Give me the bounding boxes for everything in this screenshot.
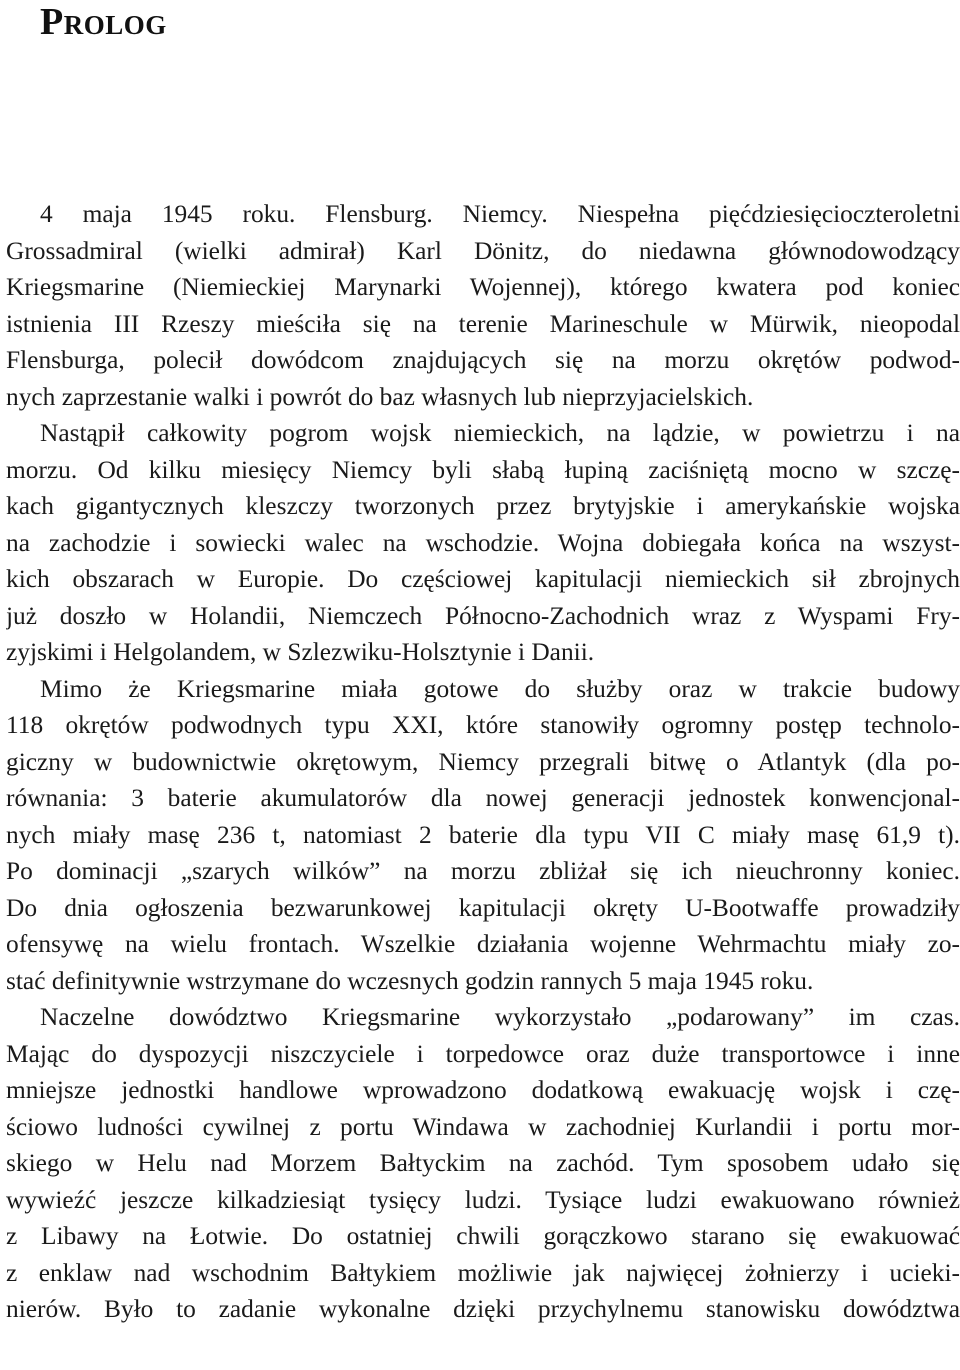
body-text xyxy=(6,196,960,1328)
text-line: 4 maja 1945 roku. Flensburg. Niemcy. Niespełna pięćdziesięcioczteroletni xyxy=(40,200,960,228)
text-line: Mimo że Kriegsmarine miała gotowe do służby oraz w trakcie budowy xyxy=(40,674,960,703)
text-line: na zachodzie i sowiecki walec na wschodzie. Wojna dobiegała końca na wszyst- xyxy=(6,528,960,557)
text-line: Nastąpił całkowity pogrom wojsk niemieckich, na lądzie, w powietrzu i na xyxy=(40,419,960,448)
text-line: skiego w Helu nad Morzem Bałtyckim na zachód. Tym sposobem udało się xyxy=(6,1149,960,1178)
paragraph-4 xyxy=(6,999,960,1328)
paragraph-1 xyxy=(6,196,960,415)
text-line: 118 okrętów podwodnych typu XXI, które stanowiły ogromny postęp technolo- xyxy=(6,711,960,740)
text-line: kich obszarach w Europie. Do częściowej kapitulacji niemieckich sił zbrojnych xyxy=(6,565,960,594)
text-line: kach gigantycznych kleszczy tworzonych przez brytyjskie i amerykańskie wojska xyxy=(6,492,960,521)
text-line: ofensywę na wielu frontach. Wszelkie działania wojenne Wehrmachtu miały zo- xyxy=(6,930,960,959)
text-line: z enklaw nad wschodnim Bałtykiem możliwie jak najwięcej żołnierzy i ucieki- xyxy=(6,1258,960,1287)
text-line: Grossadmiral (wielki admirał) Karl Dönitz, do niedawna głównodowodzący xyxy=(6,236,960,265)
text-line: Po dominacji „szarych wilków” na morzu zbliżał się ich nieuchronny koniec. xyxy=(6,857,960,886)
text-line: ściowo ludności cywilnej z portu Windawa w zachodniej Kurlandii i portu mor- xyxy=(6,1112,960,1141)
paragraph-3 xyxy=(6,671,960,1000)
text-line: z Libawy na Łotwie. Do ostatniej chwili gorączkowo starano się ewakuować xyxy=(6,1222,960,1251)
text-line: Do dnia ogłoszenia bezwarunkowej kapitulacji okręty U-Bootwaffe prowadziły xyxy=(6,893,960,922)
text-line: morzu. Od kilku miesięcy Niemcy byli słabą łupiną zaciśniętą mocno w szczę- xyxy=(6,455,960,484)
text-line: już doszło w Holandii, Niemczech Północno-Zachodnich wraz z Wyspami Fry- xyxy=(6,601,960,630)
text-line: Flensburga, polecił dowódcom znajdujących się na morzu okrętów podwod- xyxy=(6,346,960,375)
text-line: Naczelne dowództwo Kriegsmarine wykorzystało „podarowany” im czas. xyxy=(40,1003,960,1032)
text-line: istnienia III Rzeszy mieściła się na terenie Marineschule w Mürwik, nieopodal xyxy=(6,309,960,338)
text-line: giczny w budownictwie okrętowym, Niemcy przegrali bitwę o Atlantyk (dla po- xyxy=(6,747,960,776)
text-line: wywieźć jeszcze kilkadziesiąt tysięcy ludzi. Tysiące ludzi ewakuowano również xyxy=(6,1185,960,1214)
text-line: nych zaprzestanie walki i powrót do baz własnych lub nieprzyjacielskich. xyxy=(6,382,754,411)
text-line: mniejsze jednostki handlowe wprowadzono dodatkową ewakuację wojsk i czę- xyxy=(6,1076,960,1105)
text-line: stać definitywnie wstrzymane do wczesnych godzin rannych 5 maja 1945 roku. xyxy=(6,966,814,995)
paragraph-2 xyxy=(6,415,960,671)
text-line: nych miały masę 236 t, natomiast 2 baterie dla typu VII C miały masę 61,9 t). xyxy=(6,820,960,849)
text-line: zyjskimi i Helgolandem, w Szlezwiku-Holsztynie i Danii. xyxy=(6,638,595,667)
chapter-title: Prolog xyxy=(40,1,167,43)
text-line: równania: 3 baterie akumulatorów dla nowej generacji jednostek konwencjonal- xyxy=(6,784,960,813)
text-line: Mając do dyspozycji niszczyciele i torpedowce oraz duże transportowce i inne xyxy=(6,1039,960,1068)
text-line: nierów. Było to zadanie wykonalne dzięki przychylnemu stanowisku dowództwa xyxy=(6,1295,960,1324)
text-line: Kriegsmarine (Niemieckiej Marynarki Wojennej), którego kwatera pod koniec xyxy=(6,273,960,302)
